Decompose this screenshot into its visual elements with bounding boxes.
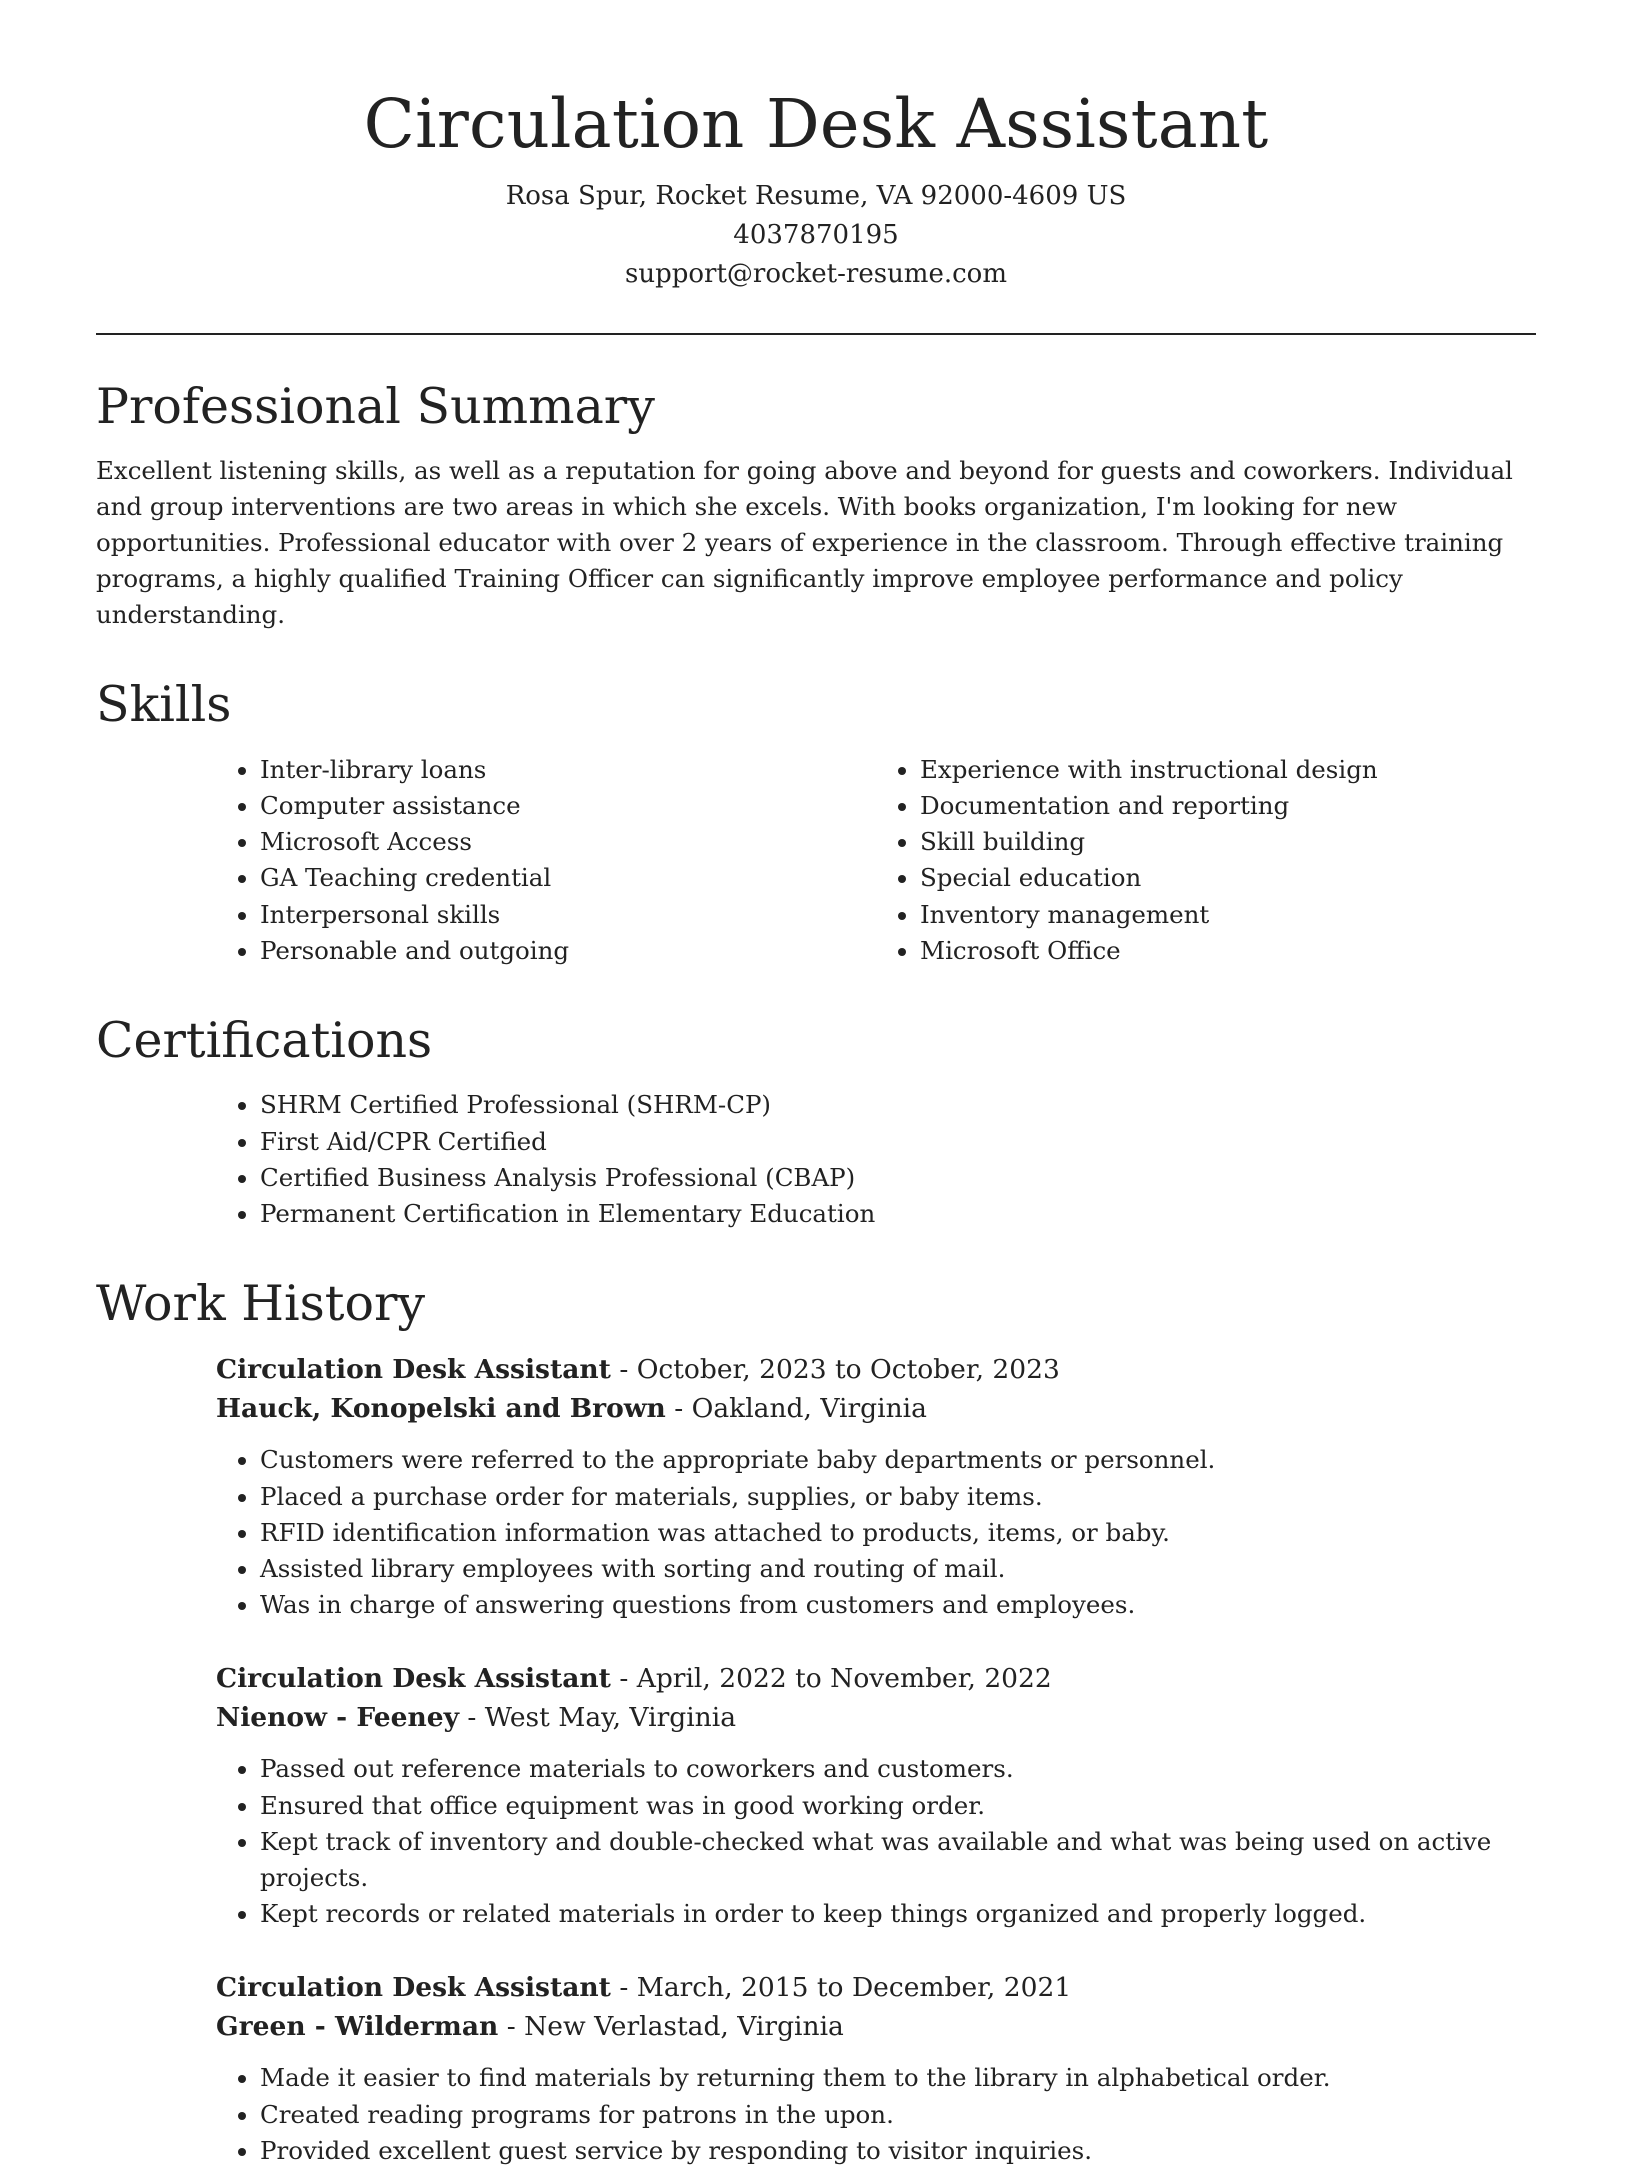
- summary-section: [96, 379, 1536, 633]
- job-bullets: [216, 1751, 1536, 1932]
- skill-item: • Skill building: [920, 824, 1536, 860]
- summary-text: Excellent listening skills, as well as a reputation for going above and beyond for guests and coworkers. Individual and group interventions are two areas in which she excels. With books organization, I'm looking for new opportunities. Professional educator with over 2 years of experience in the classroom. Through effective training programs, a highly qualified Training Officer can significantly improve employee performance and policy understanding.: [96, 456, 1513, 630]
- job-bullet: • Placed a purchase order for materials, supplies, or baby items.: [260, 1479, 1536, 1515]
- job-bullet: • Kept track of inventory and double-checked what was available and what was being used on active projects.: [260, 1824, 1536, 1896]
- certifications-body: [216, 1087, 1536, 1232]
- skill-item: • Inter-library loans: [260, 752, 876, 788]
- skill-item: • Personable and outgoing: [260, 933, 876, 969]
- job-company-line: [216, 1698, 1536, 1737]
- job-location: - West May, Virginia: [458, 1702, 737, 1734]
- certification-item: • SHRM Certified Professional (SHRM-CP): [260, 1087, 1536, 1123]
- skill-item: • Experience with instructional design: [920, 752, 1536, 788]
- job-company: Green - Wilderman: [216, 2011, 499, 2043]
- job-company: Nienow - Feeney: [216, 1702, 459, 1734]
- certification-item: • Certified Business Analysis Professional (CBAP): [260, 1160, 1536, 1196]
- resume-header: [0, 0, 1632, 294]
- skill-item: • Special education: [920, 860, 1536, 896]
- job-bullet: • Was in charge of answering questions from customers and employees.: [260, 1587, 1536, 1623]
- job-company-line: [216, 2007, 1536, 2046]
- skills-grid: [216, 752, 1536, 969]
- contact-info: [0, 177, 1632, 294]
- work-history-heading: Work History: [96, 1275, 426, 1333]
- page-title: Circulation Desk Assistant: [363, 85, 1269, 163]
- job-location: - Oakland, Virginia: [665, 1393, 927, 1425]
- certifications-heading: Certifications: [96, 1011, 433, 1069]
- job-dates: - April, 2022 to November, 2022: [610, 1663, 1052, 1695]
- contact-email: support@rocket-resume.com: [624, 259, 1007, 290]
- job-bullet: • Customers were referred to the appropriate baby departments or personnel.: [260, 1442, 1536, 1478]
- job-dates: - October, 2023 to October, 2023: [610, 1354, 1060, 1386]
- skill-item: • Interpersonal skills: [260, 897, 876, 933]
- skill-item: • Computer assistance: [260, 788, 876, 824]
- skill-item: • GA Teaching credential: [260, 860, 876, 896]
- job-bullet: • Assisted library employees with sorting and routing of mail.: [260, 1551, 1536, 1587]
- job-company: Hauck, Konopelski and Brown: [216, 1393, 666, 1425]
- job-bullet: • RFID identification information was attached to products, items, or baby.: [260, 1515, 1536, 1551]
- contact-address: Rosa Spur, Rocket Resume, VA 92000-4609 US: [505, 181, 1127, 212]
- job-title-line: [216, 1350, 1536, 1389]
- summary-heading: Professional Summary: [96, 378, 655, 436]
- skill-item: • Inventory management: [920, 897, 1536, 933]
- job-bullet: • Ensured that office equipment was in good working order.: [260, 1788, 1536, 1824]
- skill-item: • Microsoft Access: [260, 824, 876, 860]
- header-divider: [96, 333, 1536, 335]
- job-bullet: • Provided excellent guest service by responding to visitor inquiries.: [260, 2133, 1536, 2169]
- job-bullet: • Made it easier to find materials by returning them to the library in alphabetical order.: [260, 2060, 1536, 2096]
- job-entry: [216, 1659, 1536, 1932]
- skills-list-left: [216, 752, 876, 969]
- skills-list-right: [876, 752, 1536, 969]
- certifications-list: [216, 1087, 1536, 1232]
- job-bullets: [216, 1442, 1536, 1623]
- job-title-line: [216, 1659, 1536, 1698]
- certifications-section: [96, 1013, 1536, 1232]
- contact-phone: 4037870195: [733, 220, 899, 251]
- job-company-line: [216, 1389, 1536, 1428]
- work-history-section: [96, 1276, 1536, 2169]
- job-entry: [216, 1350, 1536, 1623]
- job-bullet: • Passed out reference materials to coworkers and customers.: [260, 1751, 1536, 1787]
- certification-item: • Permanent Certification in Elementary Education: [260, 1196, 1536, 1232]
- job-dates: - March, 2015 to December, 2021: [610, 1972, 1072, 2004]
- skills-section: [96, 677, 1536, 969]
- skill-item: • Microsoft Office: [920, 933, 1536, 969]
- job-bullets: [216, 2060, 1536, 2169]
- job-title: Circulation Desk Assistant: [216, 1663, 611, 1695]
- job-title-line: [216, 1968, 1536, 2007]
- work-history-body: [216, 1350, 1536, 2169]
- skills-heading: Skills: [96, 676, 232, 734]
- job-bullet: • Kept records or related materials in order to keep things organized and properly logged.: [260, 1896, 1536, 1932]
- certification-item: • First Aid/CPR Certified: [260, 1124, 1536, 1160]
- job-title: Circulation Desk Assistant: [216, 1354, 611, 1386]
- job-entry: [216, 1968, 1536, 2169]
- job-bullet: • Created reading programs for patrons in the upon.: [260, 2097, 1536, 2133]
- job-location: - New Verlastad, Virginia: [498, 2011, 844, 2043]
- job-title: Circulation Desk Assistant: [216, 1972, 611, 2004]
- skill-item: • Documentation and reporting: [920, 788, 1536, 824]
